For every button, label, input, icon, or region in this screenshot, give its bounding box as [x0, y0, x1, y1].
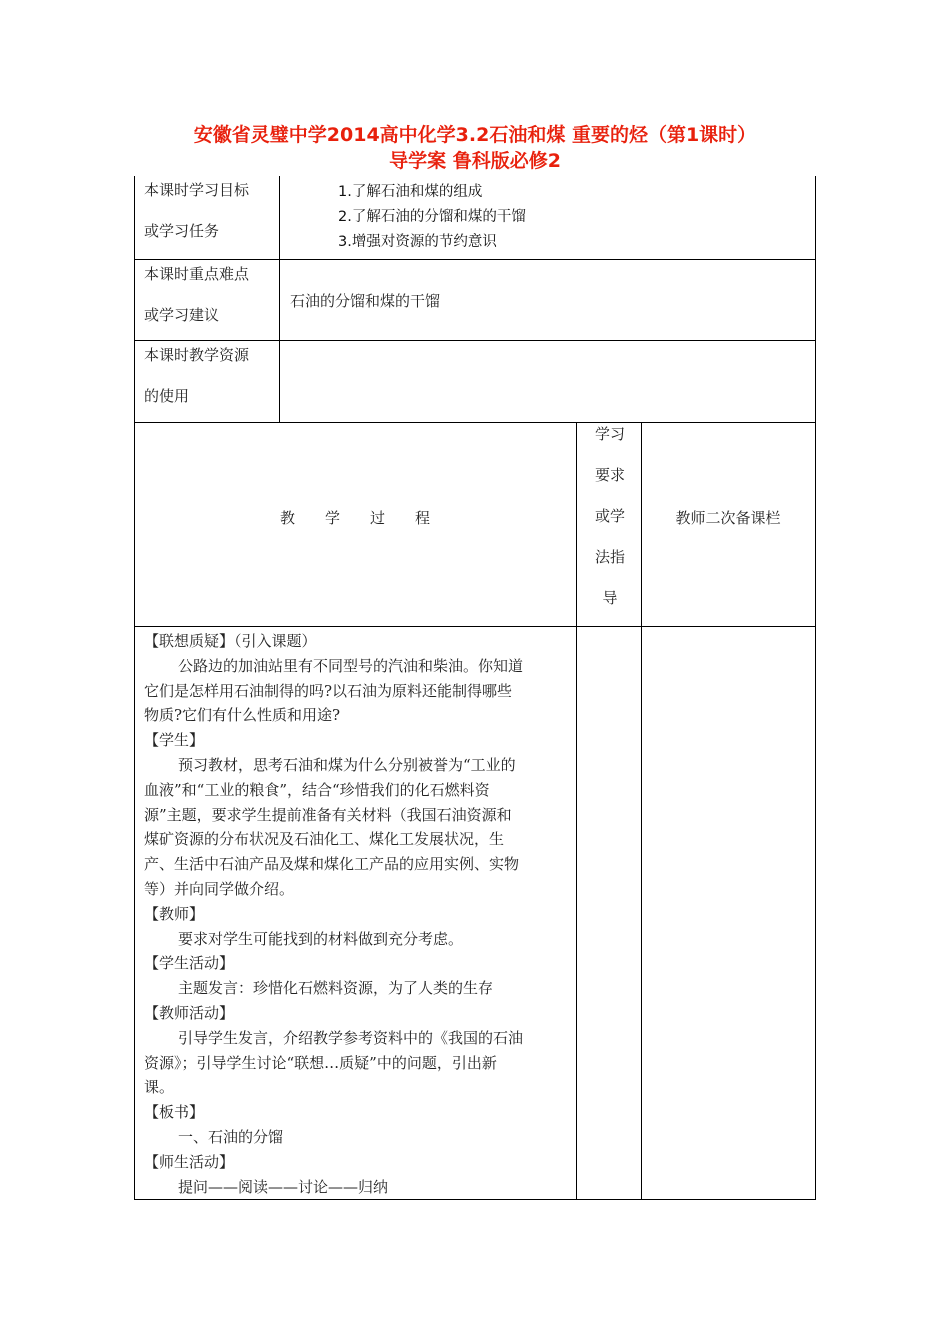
section-tag: 【板书】	[144, 1103, 205, 1122]
section-tag: 【联想质疑】（引入课题）	[144, 632, 317, 650]
goals-label-line-1: 本课时学习目标	[144, 181, 250, 199]
document-title-line-2: 导学案 鲁科版必修2	[389, 150, 561, 172]
keypoints-label-line-1: 本课时重点难点	[144, 265, 250, 283]
paragraph-line: 提问——阅读——讨论——归纳	[178, 1177, 389, 1196]
teaching-process-body	[144, 629, 572, 1199]
teacher-notes-column-header: 教师二次备课栏	[675, 509, 781, 527]
paragraph-line: 物质?它们有什么性质和用途?	[144, 706, 341, 725]
guide-header-line: 导	[602, 589, 618, 607]
document-title-line-1: 安徽省灵璧中学2014高中化学3.2石油和煤 重要的烃（第1课时）	[193, 124, 757, 146]
resources-label-line-2: 的使用	[144, 387, 190, 405]
paragraph-line: 源”主题，要求学生提前准备有关材料（我国石油资源和	[144, 805, 512, 824]
paragraph-line: 主题发言：珍惜化石燃料资源，为了人类的生存	[178, 979, 494, 998]
guide-header-line: 或学	[594, 507, 625, 525]
paragraph-line: 一、石油的分馏	[178, 1127, 284, 1146]
paragraph-line: 血液”和“工业的粮食”，结合“珍惜我们的化石燃料资	[144, 780, 490, 799]
paragraph-line: 引导学生发言，介绍教学参考资料中的《我国的石油	[178, 1028, 524, 1047]
paragraph-line: 资源》；引导学生讨论“联想…质疑”中的问题，引出新	[144, 1053, 497, 1072]
section-tag: 【教师活动】	[144, 1003, 235, 1022]
section-tag: 【教师】	[144, 904, 205, 923]
keypoints-content: 石油的分馏和煤的干馏	[290, 292, 441, 310]
process-column-header: 教 学 过 程	[279, 509, 430, 527]
goals-label-line-2: 或学习任务	[144, 222, 220, 240]
goal-item: 2.了解石油的分馏和煤的干馏	[338, 209, 526, 225]
section-tag: 【学生活动】	[144, 954, 235, 973]
guide-header-line: 要求	[594, 466, 625, 484]
guide-header-line: 学习	[594, 425, 625, 443]
goal-item: 3.增强对资源的节约意识	[338, 234, 497, 250]
paragraph-line: 等）并向同学做介绍。	[144, 879, 295, 898]
section-tag: 【学生】	[144, 731, 205, 750]
paragraph-line: 课。	[144, 1078, 175, 1097]
keypoints-label-line-2: 或学习建议	[144, 306, 220, 324]
paragraph-line: 要求对学生可能找到的材料做到充分考虑。	[178, 929, 464, 948]
paragraph-line: 产、生活中石油产品及煤和煤化工产品的应用实例、实物	[144, 855, 520, 874]
paragraph-line: 它们是怎样用石油制得的吗?以石油为原料还能制得哪些	[144, 681, 513, 700]
section-tag: 【师生活动】	[144, 1152, 235, 1171]
paragraph-line: 预习教材，思考石油和煤为什么分别被誉为“工业的	[178, 755, 516, 774]
guide-header-line: 法指	[594, 548, 625, 566]
goal-item: 1.了解石油和煤的组成	[338, 184, 483, 200]
paragraph-line: 公路边的加油站里有不同型号的汽油和柴油。你知道	[178, 656, 524, 675]
paragraph-line: 煤矿资源的分布状况及石油化工、煤化工发展状况，生	[144, 830, 505, 849]
resources-label-line-1: 本课时教学资源	[144, 346, 250, 364]
